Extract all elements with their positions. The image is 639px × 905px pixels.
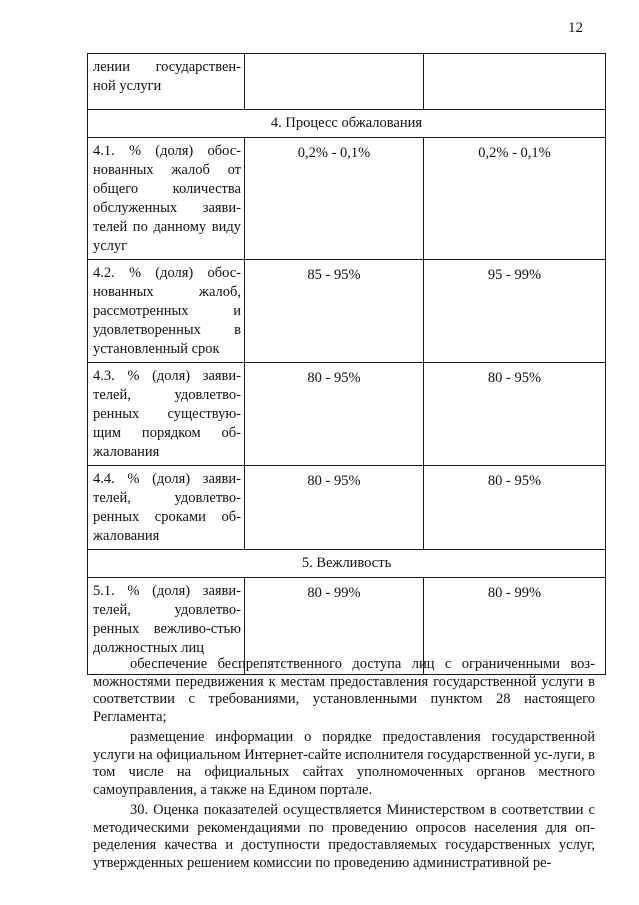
table-row	[88, 260, 606, 363]
section-header-row	[88, 110, 606, 138]
table-row	[88, 138, 606, 260]
section-header: 5. Вежливость	[88, 550, 606, 578]
indicator-label: 4.3. % (доля) заяви-телей, удовлетво-ренных существую-щим порядком об-жалования	[88, 363, 245, 466]
indicator-label: 4.1. % (доля) обос-нованных жалоб от общего количества обслуженных заяви-телей по данному виду услуг	[88, 138, 245, 260]
section-header-row	[88, 550, 606, 578]
paragraph: размещение информации о порядке предоставления государственной услуги на официальном Интернет-сайте исполнителя государственной ус-луги, в том числе на официальных сайтах уполномоченных органов местного самоуправления, а также на Едином портале.	[93, 729, 595, 798]
table-row	[88, 54, 606, 110]
paragraph: 30. Оценка показателей осуществляется Министерством в соответствии с методическими рекомендациями по проведению опросов населения для оп-ределения качества и доступности предоставляемых государственных услуг, утвержденных решением комиссии по проведению административной ре-	[93, 802, 595, 871]
indicator-value-a: 85 - 95%	[245, 260, 424, 363]
indicator-value-b: 80 - 95%	[424, 363, 606, 466]
indicator-value-b: 0,2% - 0,1%	[424, 138, 606, 260]
table-row	[88, 363, 606, 466]
section-header: 4. Процесс обжалования	[88, 110, 606, 138]
indicator-value-a: 80 - 99%	[245, 578, 424, 675]
page-number: 12	[568, 20, 583, 36]
indicator-value-a: 0,2% - 0,1%	[245, 138, 424, 260]
indicator-label: 4.2. % (доля) обос-нованных жалоб, рассмотренных и удовлетворенных в установленный срок	[88, 260, 245, 363]
indicator-value-b	[424, 54, 606, 110]
indicators-table	[87, 53, 606, 675]
paragraph: обеспечение беспрепятственного доступа лиц с ограниченными воз-можностями передвижения к местам предоставления государственной услуги в соответствии с требованиями, установленными пунктом 28 настоящего Регламента;	[93, 656, 595, 725]
indicator-value-a	[245, 54, 424, 110]
body-text	[93, 656, 595, 872]
indicator-value-a: 80 - 95%	[245, 466, 424, 550]
indicator-value-b: 95 - 99%	[424, 260, 606, 363]
indicator-value-b: 80 - 95%	[424, 466, 606, 550]
indicator-value-b: 80 - 99%	[424, 578, 606, 675]
indicator-label: лении государствен-ной услуги	[88, 54, 245, 110]
table-row	[88, 466, 606, 550]
indicator-label: 5.1. % (доля) заяви-телей, удовлетво-ренных вежливо-стью должностных лиц	[88, 578, 245, 675]
indicator-value-a: 80 - 95%	[245, 363, 424, 466]
indicator-label: 4.4. % (доля) заяви-телей, удовлетво-ренных сроками об-жалования	[88, 466, 245, 550]
